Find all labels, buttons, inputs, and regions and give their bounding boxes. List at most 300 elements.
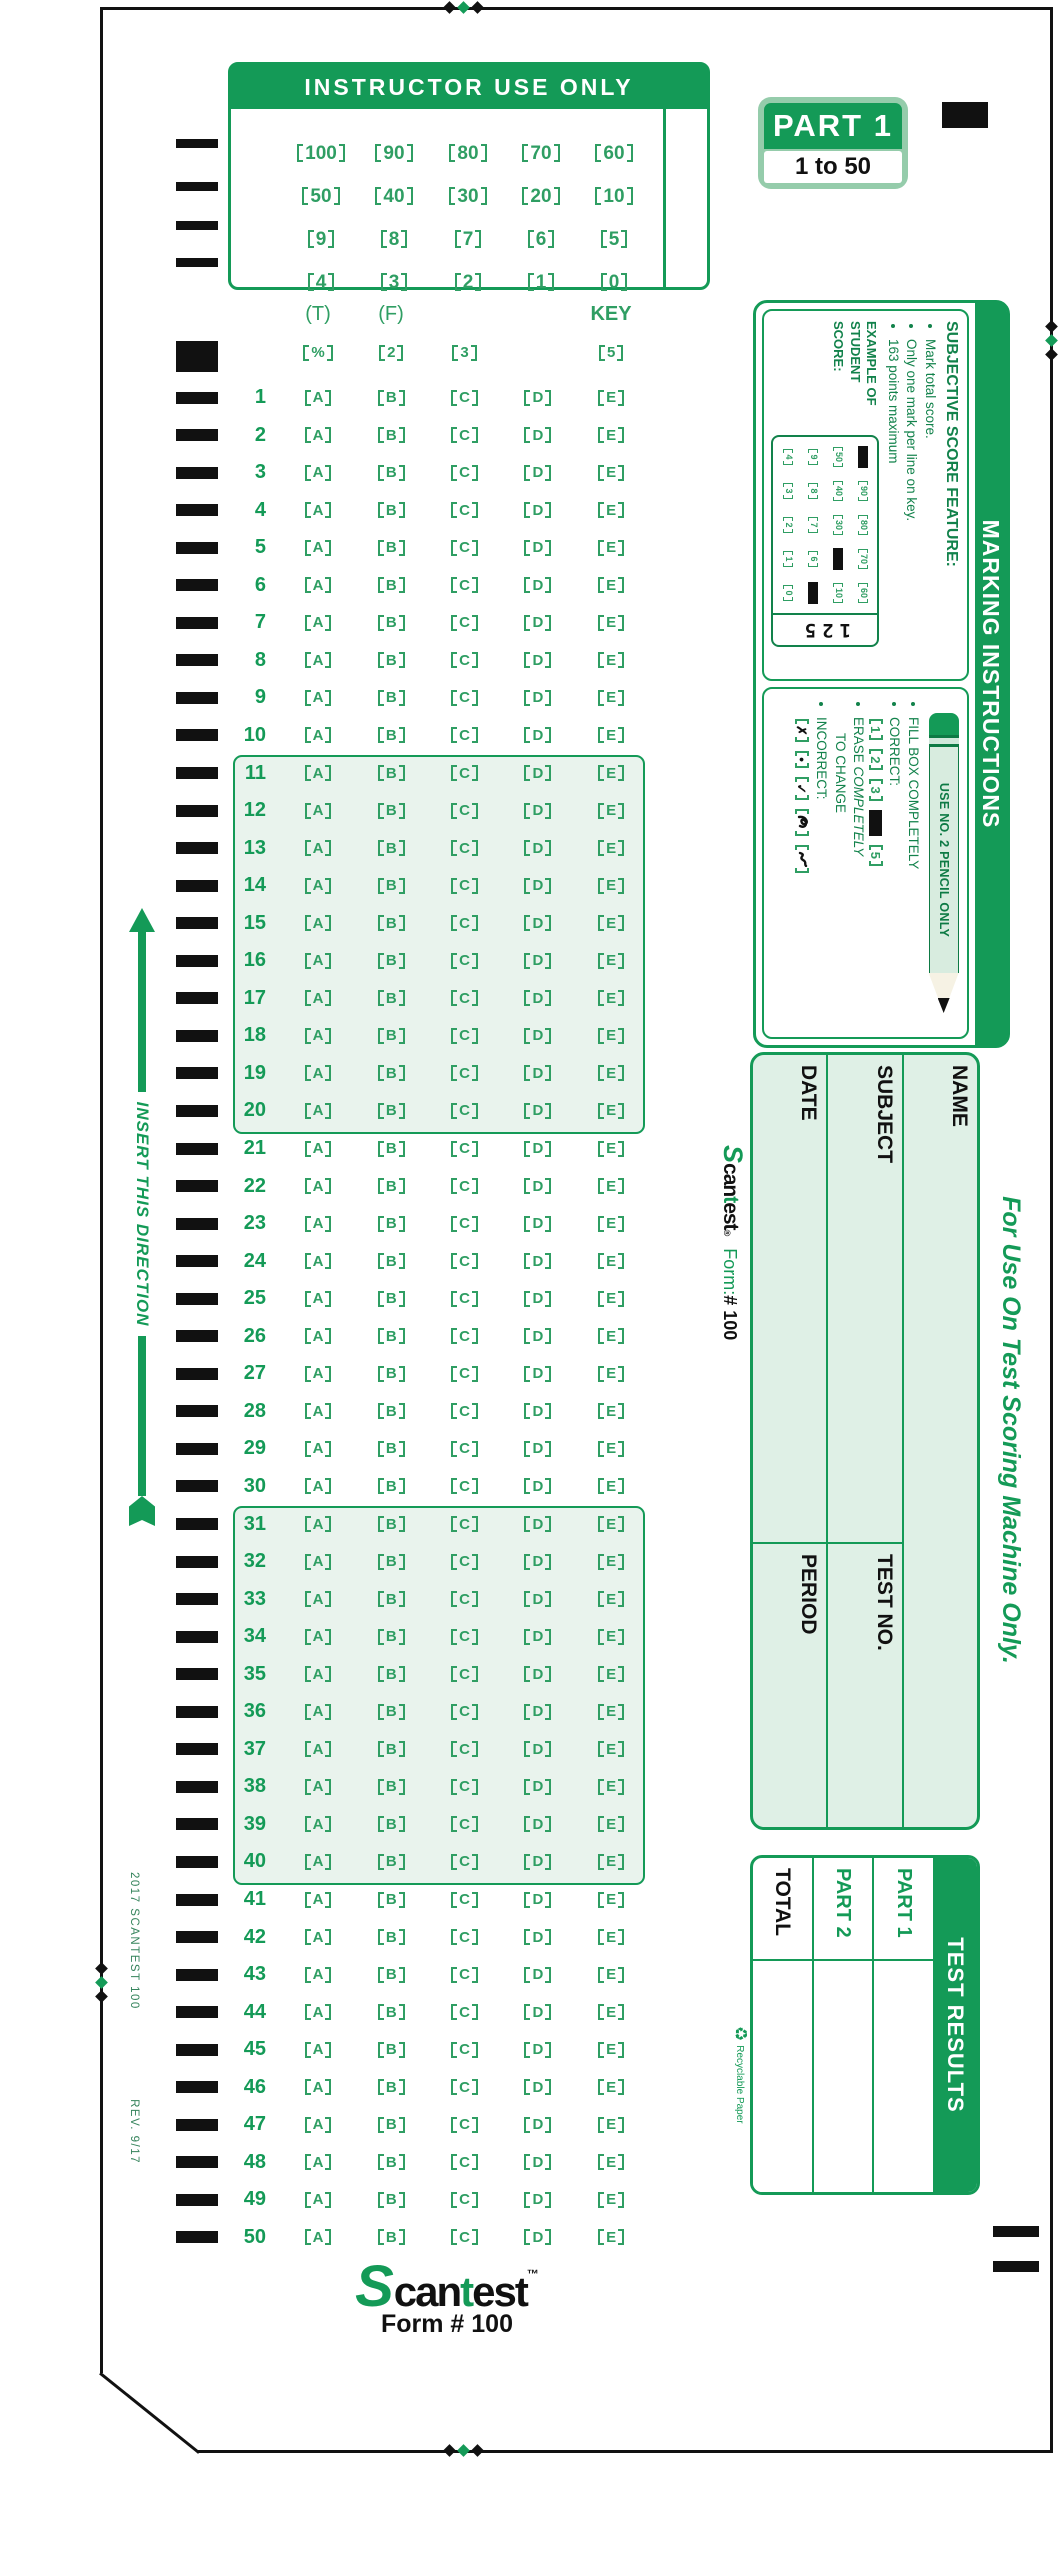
bubble-e[interactable] — [598, 2042, 624, 2058]
bubble-e[interactable] — [598, 953, 624, 969]
bubble-90[interactable] — [375, 144, 412, 163]
bubble-e[interactable] — [598, 1291, 624, 1307]
bubble-c[interactable] — [451, 840, 478, 856]
bubble-c[interactable] — [451, 1854, 478, 1870]
bubble-1[interactable] — [784, 551, 794, 566]
bubble-b[interactable] — [378, 1253, 405, 1269]
bubble-check[interactable] — [795, 777, 809, 800]
bubble-40[interactable] — [834, 481, 844, 501]
bubble-d[interactable] — [524, 1892, 551, 1908]
subject-field[interactable]: SUBJECT — [872, 1065, 896, 1164]
bubble-100[interactable] — [859, 446, 869, 468]
bubble-e[interactable] — [598, 540, 624, 556]
bubble-e[interactable] — [598, 1328, 624, 1344]
bubble-8[interactable] — [381, 230, 408, 249]
bubble-c[interactable] — [451, 1892, 478, 1908]
bubble-5[interactable] — [809, 582, 819, 604]
bubble-c[interactable] — [451, 1629, 478, 1645]
bubble-d[interactable] — [524, 465, 551, 481]
bubble-e[interactable] — [598, 2117, 624, 2133]
bubble-c[interactable] — [451, 427, 478, 443]
bubble-e[interactable] — [598, 1516, 624, 1532]
bubble-e[interactable] — [598, 1704, 624, 1720]
bubble-a[interactable] — [305, 727, 332, 743]
bubble-a[interactable] — [305, 1516, 332, 1532]
bubble-d[interactable] — [524, 615, 551, 631]
bubble-b[interactable] — [378, 1554, 405, 1570]
bubble-a[interactable] — [305, 840, 332, 856]
bubble-d[interactable] — [524, 1967, 551, 1983]
bubble-a[interactable] — [305, 1065, 332, 1081]
bubble-c[interactable] — [451, 1591, 478, 1607]
bubble-1[interactable] — [869, 719, 883, 740]
bubble-b[interactable] — [378, 2229, 405, 2245]
bubble-a[interactable] — [305, 2117, 332, 2133]
bubble-a[interactable] — [305, 502, 332, 518]
bubble-e[interactable] — [598, 803, 624, 819]
bubble-e[interactable] — [598, 840, 624, 856]
bubble-b[interactable] — [378, 727, 405, 743]
bubble-10[interactable] — [595, 187, 632, 206]
bubble-d[interactable] — [524, 2229, 551, 2245]
bubble-b[interactable] — [378, 2042, 405, 2058]
bubble-c[interactable] — [451, 1741, 478, 1757]
bubble-a[interactable] — [305, 1741, 332, 1757]
bubble-e[interactable] — [598, 465, 624, 481]
bubble-50[interactable] — [834, 447, 844, 467]
bubble-d[interactable] — [524, 577, 551, 593]
bubble-e[interactable] — [598, 2079, 624, 2095]
bubble-b[interactable] — [378, 1028, 405, 1044]
bubble-b[interactable] — [378, 390, 405, 406]
bubble-a[interactable] — [305, 803, 332, 819]
bubble-2[interactable] — [379, 345, 403, 361]
bubble-a[interactable] — [305, 2042, 332, 2058]
bubble-b[interactable] — [378, 1967, 405, 1983]
bubble-b[interactable] — [378, 803, 405, 819]
bubble-b[interactable] — [378, 2079, 405, 2095]
bubble-e[interactable] — [598, 727, 624, 743]
bubble-c[interactable] — [451, 690, 478, 706]
bubble-6[interactable] — [809, 551, 819, 566]
bubble-d[interactable] — [524, 878, 551, 894]
bubble-a[interactable] — [305, 1103, 332, 1119]
bubble-c[interactable] — [451, 2192, 478, 2208]
bubble-d[interactable] — [524, 1065, 551, 1081]
bubble-b[interactable] — [378, 652, 405, 668]
bubble-7[interactable] — [455, 230, 482, 249]
bubble-e[interactable] — [598, 1065, 624, 1081]
bubble-d[interactable] — [524, 1478, 551, 1494]
bubble-c[interactable] — [451, 1141, 478, 1157]
bubble-c[interactable] — [451, 1216, 478, 1232]
bubble-c[interactable] — [451, 2004, 478, 2020]
bubble-8[interactable] — [809, 483, 819, 498]
bubble-2[interactable] — [869, 749, 883, 770]
bubble-b[interactable] — [378, 1741, 405, 1757]
bubble-3[interactable] — [784, 483, 794, 498]
bubble-a[interactable] — [305, 1478, 332, 1494]
bubble-a[interactable] — [305, 1666, 332, 1682]
bubble-e[interactable] — [598, 1967, 624, 1983]
bubble-a[interactable] — [305, 1816, 332, 1832]
bubble-c[interactable] — [451, 577, 478, 593]
bubble-3[interactable] — [869, 779, 883, 800]
bubble-a[interactable] — [305, 615, 332, 631]
bubble-d[interactable] — [524, 1554, 551, 1570]
bubble-d[interactable] — [524, 2154, 551, 2170]
bubble-b[interactable] — [378, 1065, 405, 1081]
bubble-2[interactable] — [784, 517, 794, 532]
bubble-d[interactable] — [524, 427, 551, 443]
bubble-e[interactable] — [598, 1629, 624, 1645]
bubble-a[interactable] — [305, 1328, 332, 1344]
bubble-b[interactable] — [378, 1666, 405, 1682]
bubble-10[interactable] — [834, 583, 844, 603]
bubble-d[interactable] — [524, 1366, 551, 1382]
bubble-3[interactable] — [452, 345, 476, 361]
bubble-b[interactable] — [378, 840, 405, 856]
bubble-9[interactable] — [809, 449, 819, 464]
test-no-field[interactable]: TEST NO. — [828, 1542, 901, 1827]
bubble-a[interactable] — [305, 1929, 332, 1945]
bubble-b[interactable] — [378, 615, 405, 631]
bubble-a[interactable] — [305, 1366, 332, 1382]
bubble-b[interactable] — [378, 1103, 405, 1119]
bubble-4[interactable] — [784, 449, 794, 464]
bubble-e[interactable] — [598, 2192, 624, 2208]
bubble-90[interactable] — [859, 481, 869, 501]
bubble-d[interactable] — [524, 1629, 551, 1645]
bubble-b[interactable] — [378, 540, 405, 556]
bubble-d[interactable] — [524, 1141, 551, 1157]
bubble-0[interactable] — [601, 273, 628, 292]
bubble-e[interactable] — [598, 1253, 624, 1269]
bubble-c[interactable] — [451, 2079, 478, 2095]
bubble-c[interactable] — [451, 615, 478, 631]
bubble-4[interactable] — [308, 273, 335, 292]
bubble-40[interactable] — [375, 187, 412, 206]
bubble-b[interactable] — [378, 690, 405, 706]
bubble-a[interactable] — [305, 2192, 332, 2208]
bubble-c[interactable] — [451, 1403, 478, 1419]
bubble-a[interactable] — [305, 390, 332, 406]
bubble-c[interactable] — [451, 2117, 478, 2133]
bubble-e[interactable] — [598, 577, 624, 593]
total-result-field[interactable] — [753, 1961, 812, 2192]
bubble-a[interactable] — [305, 540, 332, 556]
bubble-e[interactable] — [598, 1854, 624, 1870]
bubble-b[interactable] — [378, 1816, 405, 1832]
bubble-e[interactable] — [598, 427, 624, 443]
bubble-b[interactable] — [378, 465, 405, 481]
bubble-e[interactable] — [598, 1216, 624, 1232]
bubble-d[interactable] — [524, 1816, 551, 1832]
bubble-a[interactable] — [305, 1629, 332, 1645]
bubble-d[interactable] — [524, 540, 551, 556]
bubble-b[interactable] — [378, 765, 405, 781]
name-field[interactable]: NAME — [948, 1065, 971, 1127]
bubble-a[interactable] — [305, 1141, 332, 1157]
bubble-a[interactable] — [305, 1779, 332, 1795]
bubble-e[interactable] — [598, 1929, 624, 1945]
bubble-5[interactable] — [599, 345, 623, 361]
bubble-e[interactable] — [598, 390, 624, 406]
bubble-e[interactable] — [598, 690, 624, 706]
bubble-a[interactable] — [305, 878, 332, 894]
bubble-9[interactable] — [308, 230, 335, 249]
bubble-a[interactable] — [305, 1854, 332, 1870]
bubble-b[interactable] — [378, 2192, 405, 2208]
part-1-result-field[interactable] — [874, 1961, 933, 2192]
bubble-c[interactable] — [451, 2154, 478, 2170]
bubble-squiggle[interactable] — [795, 845, 809, 873]
bubble-c[interactable] — [451, 1328, 478, 1344]
bubble-c[interactable] — [451, 1929, 478, 1945]
bubble-a[interactable] — [305, 1967, 332, 1983]
bubble-d[interactable] — [524, 953, 551, 969]
bubble-d[interactable] — [524, 840, 551, 856]
bubble-80[interactable] — [859, 515, 869, 535]
bubble-60[interactable] — [595, 144, 632, 163]
bubble-c[interactable] — [451, 1441, 478, 1457]
bubble-4[interactable] — [869, 810, 882, 836]
bubble-c[interactable] — [451, 765, 478, 781]
bubble-e[interactable] — [598, 1103, 624, 1119]
bubble-a[interactable] — [305, 1441, 332, 1457]
bubble-d[interactable] — [524, 1441, 551, 1457]
bubble-a[interactable] — [305, 1291, 332, 1307]
period-field[interactable]: PERIOD — [753, 1542, 826, 1827]
bubble-d[interactable] — [524, 690, 551, 706]
bubble-scribble[interactable] — [794, 809, 810, 836]
bubble-a[interactable] — [305, 690, 332, 706]
bubble-%[interactable] — [303, 345, 332, 361]
bubble-c[interactable] — [451, 502, 478, 518]
bubble-e[interactable] — [598, 1554, 624, 1570]
bubble-5[interactable] — [869, 845, 883, 866]
bubble-0[interactable] — [784, 585, 794, 600]
bubble-1[interactable] — [528, 273, 555, 292]
bubble-b[interactable] — [378, 1478, 405, 1494]
bubble-d[interactable] — [524, 1028, 551, 1044]
bubble-a[interactable] — [305, 2079, 332, 2095]
bubble-a[interactable] — [305, 1704, 332, 1720]
bubble-e[interactable] — [598, 615, 624, 631]
bubble-d[interactable] — [524, 2117, 551, 2133]
bubble-20[interactable] — [834, 548, 844, 570]
bubble-e[interactable] — [598, 990, 624, 1006]
bubble-d[interactable] — [524, 1178, 551, 1194]
bubble-e[interactable] — [598, 1892, 624, 1908]
bubble-d[interactable] — [524, 1854, 551, 1870]
bubble-d[interactable] — [524, 765, 551, 781]
bubble-c[interactable] — [451, 1028, 478, 1044]
bubble-a[interactable] — [305, 990, 332, 1006]
bubble-b[interactable] — [378, 1854, 405, 1870]
bubble-c[interactable] — [451, 1253, 478, 1269]
bubble-b[interactable] — [378, 502, 405, 518]
bubble-b[interactable] — [378, 1779, 405, 1795]
bubble-d[interactable] — [524, 990, 551, 1006]
bubble-e[interactable] — [598, 1741, 624, 1757]
bubble-c[interactable] — [451, 1816, 478, 1832]
bubble-b[interactable] — [378, 1516, 405, 1532]
date-field[interactable]: DATE — [797, 1065, 821, 1121]
bubble-e[interactable] — [598, 652, 624, 668]
bubble-d[interactable] — [524, 1704, 551, 1720]
bubble-b[interactable] — [378, 1892, 405, 1908]
bubble-d[interactable] — [524, 2004, 551, 2020]
bubble-d[interactable] — [524, 803, 551, 819]
bubble-a[interactable] — [305, 2154, 332, 2170]
bubble-d[interactable] — [524, 1741, 551, 1757]
bubble-d[interactable] — [524, 1253, 551, 1269]
bubble-c[interactable] — [451, 1554, 478, 1570]
bubble-c[interactable] — [451, 1779, 478, 1795]
bubble-a[interactable] — [305, 2229, 332, 2245]
bubble-c[interactable] — [451, 1291, 478, 1307]
bubble-e[interactable] — [598, 1779, 624, 1795]
bubble-c[interactable] — [451, 1366, 478, 1382]
bubble-b[interactable] — [378, 577, 405, 593]
bubble-d[interactable] — [524, 1291, 551, 1307]
bubble-e[interactable] — [598, 1441, 624, 1457]
bubble-a[interactable] — [305, 1253, 332, 1269]
bubble-d[interactable] — [524, 502, 551, 518]
part-2-result-field[interactable] — [814, 1961, 873, 2192]
bubble-c[interactable] — [451, 1704, 478, 1720]
bubble-d[interactable] — [524, 1666, 551, 1682]
bubble-d[interactable] — [524, 1216, 551, 1232]
bubble-a[interactable] — [305, 765, 332, 781]
bubble-e[interactable] — [598, 2154, 624, 2170]
bubble-e[interactable] — [598, 1141, 624, 1157]
bubble-b[interactable] — [378, 1178, 405, 1194]
bubble-a[interactable] — [305, 1403, 332, 1419]
bubble-d[interactable] — [524, 1516, 551, 1532]
bubble-20[interactable] — [522, 187, 559, 206]
bubble-c[interactable] — [451, 803, 478, 819]
bubble-c[interactable] — [451, 727, 478, 743]
bubble-c[interactable] — [451, 1065, 478, 1081]
bubble-d[interactable] — [524, 2192, 551, 2208]
bubble-e[interactable] — [598, 502, 624, 518]
bubble-6[interactable] — [528, 230, 555, 249]
bubble-d[interactable] — [524, 2079, 551, 2095]
bubble-a[interactable] — [305, 1892, 332, 1908]
bubble-d[interactable] — [524, 1328, 551, 1344]
bubble-a[interactable] — [305, 1178, 332, 1194]
bubble-e[interactable] — [598, 1591, 624, 1607]
bubble-a[interactable] — [305, 465, 332, 481]
bubble-d[interactable] — [524, 1103, 551, 1119]
bubble-d[interactable] — [524, 2042, 551, 2058]
bubble-c[interactable] — [451, 2042, 478, 2058]
bubble-b[interactable] — [378, 1929, 405, 1945]
bubble-d[interactable] — [524, 1779, 551, 1795]
bubble-a[interactable] — [305, 1028, 332, 1044]
bubble-e[interactable] — [598, 2004, 624, 2020]
bubble-a[interactable] — [305, 1591, 332, 1607]
bubble-e[interactable] — [598, 2229, 624, 2245]
bubble-b[interactable] — [378, 1704, 405, 1720]
bubble-c[interactable] — [451, 2229, 478, 2245]
bubble-d[interactable] — [524, 1591, 551, 1607]
bubble-b[interactable] — [378, 2004, 405, 2020]
bubble-a[interactable] — [305, 427, 332, 443]
bubble-d[interactable] — [524, 390, 551, 406]
bubble-5[interactable] — [601, 230, 628, 249]
bubble-d[interactable] — [524, 652, 551, 668]
bubble-70[interactable] — [859, 549, 869, 569]
bubble-b[interactable] — [378, 1591, 405, 1607]
bubble-a[interactable] — [305, 577, 332, 593]
bubble-e[interactable] — [598, 1403, 624, 1419]
bubble-b[interactable] — [378, 1141, 405, 1157]
bubble-70[interactable] — [522, 144, 559, 163]
bubble-c[interactable] — [451, 1666, 478, 1682]
bubble-b[interactable] — [378, 1629, 405, 1645]
bubble-b[interactable] — [378, 1441, 405, 1457]
bubble-3[interactable] — [381, 273, 408, 292]
bubble-30[interactable] — [834, 515, 844, 535]
bubble-e[interactable] — [598, 765, 624, 781]
bubble-c[interactable] — [451, 1967, 478, 1983]
bubble-e[interactable] — [598, 1366, 624, 1382]
bubble-b[interactable] — [378, 2117, 405, 2133]
bubble-a[interactable] — [305, 1554, 332, 1570]
bubble-c[interactable] — [451, 1478, 478, 1494]
bubble-e[interactable] — [598, 878, 624, 894]
bubble-c[interactable] — [451, 1103, 478, 1119]
bubble-c[interactable] — [451, 390, 478, 406]
bubble-100[interactable] — [297, 144, 345, 163]
bubble-e[interactable] — [598, 1478, 624, 1494]
bubble-b[interactable] — [378, 2154, 405, 2170]
bubble-a[interactable] — [305, 2004, 332, 2020]
bubble-b[interactable] — [378, 1366, 405, 1382]
bubble-c[interactable] — [451, 1516, 478, 1532]
bubble-b[interactable] — [378, 427, 405, 443]
bubble-b[interactable] — [378, 878, 405, 894]
bubble-b[interactable] — [378, 953, 405, 969]
bubble-7[interactable] — [809, 517, 819, 532]
bubble-e[interactable] — [598, 1028, 624, 1044]
bubble-b[interactable] — [378, 1291, 405, 1307]
bubble-60[interactable] — [859, 583, 869, 603]
bubble-c[interactable] — [451, 953, 478, 969]
bubble-a[interactable] — [305, 652, 332, 668]
bubble-c[interactable] — [451, 1178, 478, 1194]
bubble-dot[interactable] — [795, 751, 809, 768]
bubble-d[interactable] — [524, 1929, 551, 1945]
bubble-80[interactable] — [449, 144, 486, 163]
bubble-b[interactable] — [378, 1328, 405, 1344]
bubble-a[interactable] — [305, 953, 332, 969]
bubble-c[interactable] — [451, 990, 478, 1006]
bubble-50[interactable] — [302, 187, 339, 206]
bubble-c[interactable] — [451, 652, 478, 668]
bubble-a[interactable] — [305, 1216, 332, 1232]
bubble-c[interactable] — [451, 878, 478, 894]
bubble-b[interactable] — [378, 990, 405, 1006]
bubble-d[interactable] — [524, 1403, 551, 1419]
bubble-30[interactable] — [449, 187, 486, 206]
bubble-e[interactable] — [598, 1178, 624, 1194]
bubble-b[interactable] — [378, 1403, 405, 1419]
bubble-c[interactable] — [451, 540, 478, 556]
